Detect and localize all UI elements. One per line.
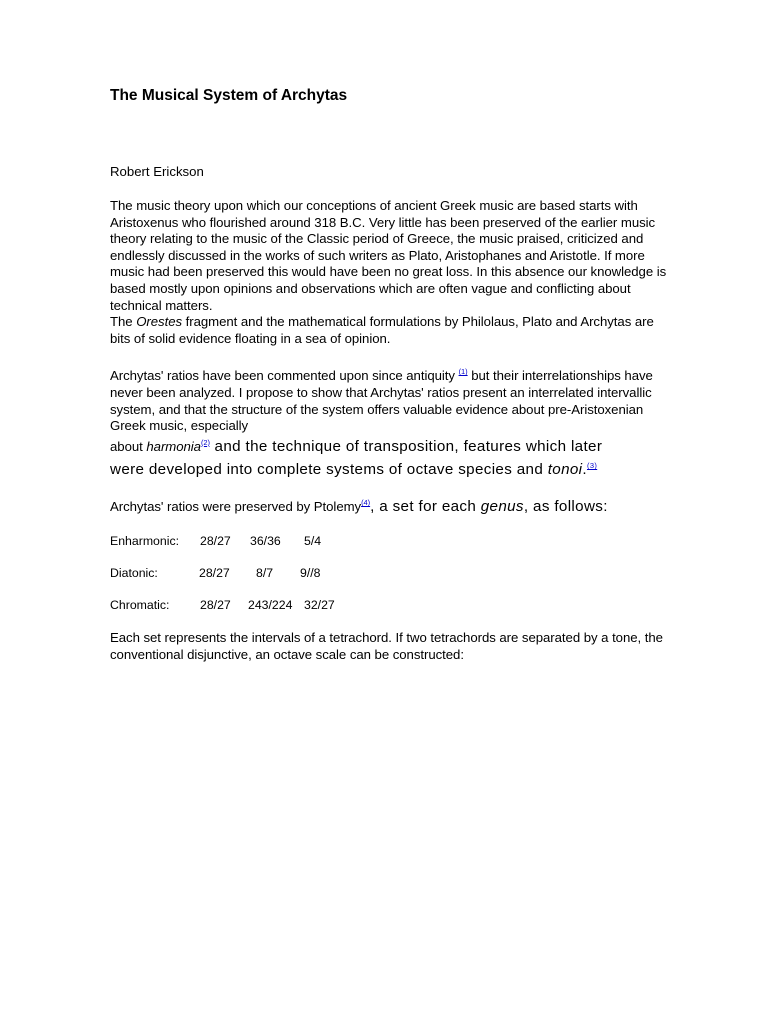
footnote-link-1[interactable]: (1)	[458, 367, 468, 377]
genus-label: Chromatic:	[110, 597, 170, 612]
ptolemy-text-1: Archytas' ratios were preserved by Ptolemy	[110, 499, 362, 515]
ratio-value: 32/27	[304, 597, 335, 612]
ratio-value: 5/4	[304, 533, 322, 548]
paragraph-ratios-analysis	[110, 364, 670, 480]
genus-label: Enharmonic:	[110, 533, 180, 548]
genus-italic: genus	[480, 498, 524, 516]
footnote-link-3[interactable]: (3)	[586, 461, 598, 471]
footnote-link-2[interactable]: (2)	[200, 437, 210, 447]
ratio-value: 36/36	[250, 533, 281, 548]
ratio-row-chromatic	[110, 597, 670, 613]
paragraph-ptolemy	[110, 495, 670, 516]
paragraph-orestes-pre: The	[110, 314, 137, 330]
analysis-text-3: about	[110, 438, 147, 454]
ratio-value: 28/27	[199, 565, 230, 580]
ptolemy-text-2: , a set for each	[370, 498, 481, 516]
tonoi-italic: tonoi	[547, 461, 583, 479]
ratio-row-enharmonic	[110, 533, 670, 549]
document-title: The Musical System of Archytas	[110, 87, 348, 104]
ratio-value: 28/27	[200, 533, 231, 548]
paragraph-intro: The music theory upon which our conceptions of ancient Greek music are based starts with Aristoxenus who flourished around 318 B.C. Very little has been preserved of the earlier music theory relating to the music of the Classic period of Greece, the music praised, criticized and endlessly discussed in the works of such writers as Plato, Aristophanes and Aristotle. If more music had been preserved this would have been no great loss. In this absence our knowledge is based mostly upon opinions and observations which are often vague and conflicting about technical matters.	[110, 198, 667, 313]
author-name: Robert Erickson	[110, 164, 204, 179]
analysis-text-2: but their interrelationships have never been analyzed. I propose to show that Archytas' ratios present an interrelated intervallic system, and that the structure of the system offers valuable evidence about pre-Aristoxenian Greek music, especially	[110, 368, 653, 434]
orestes-italic: Orestes	[136, 314, 183, 330]
analysis-text-4: and the technique of transposition, features which later	[209, 437, 603, 455]
ptolemy-text-3: , as follows:	[523, 498, 608, 516]
ratio-row-diatonic	[110, 565, 670, 581]
analysis-text-1: Archytas' ratios have been commented upon since antiquity	[110, 368, 459, 384]
genus-label: Diatonic:	[110, 565, 158, 580]
ratio-value: 243/224	[248, 597, 293, 612]
analysis-text-5: were developed into complete systems of octave species and	[110, 461, 548, 479]
ratio-value: 9//8	[300, 565, 321, 580]
footnote-link-4[interactable]: (4)	[361, 498, 371, 508]
paragraph-orestes	[110, 314, 670, 347]
paragraph-orestes-post: fragment and the mathematical formulations by Philolaus, Plato and Archytas are bits of solid evidence floating in a sea of opinion.	[110, 314, 654, 346]
analysis-line-5	[110, 455, 670, 480]
ratio-value: 8/7	[256, 565, 274, 580]
document-page	[110, 86, 670, 663]
ratio-value: 28/27	[200, 597, 231, 612]
paragraph-tetrachord: Each set represents the intervals of a tetrachord. If two tetrachords are separated by a tone, the conventional disjunctive, an octave scale can be constructed:	[110, 629, 663, 662]
analysis-text-6: .	[582, 461, 587, 479]
harmonia-italic: harmonia	[146, 438, 201, 454]
